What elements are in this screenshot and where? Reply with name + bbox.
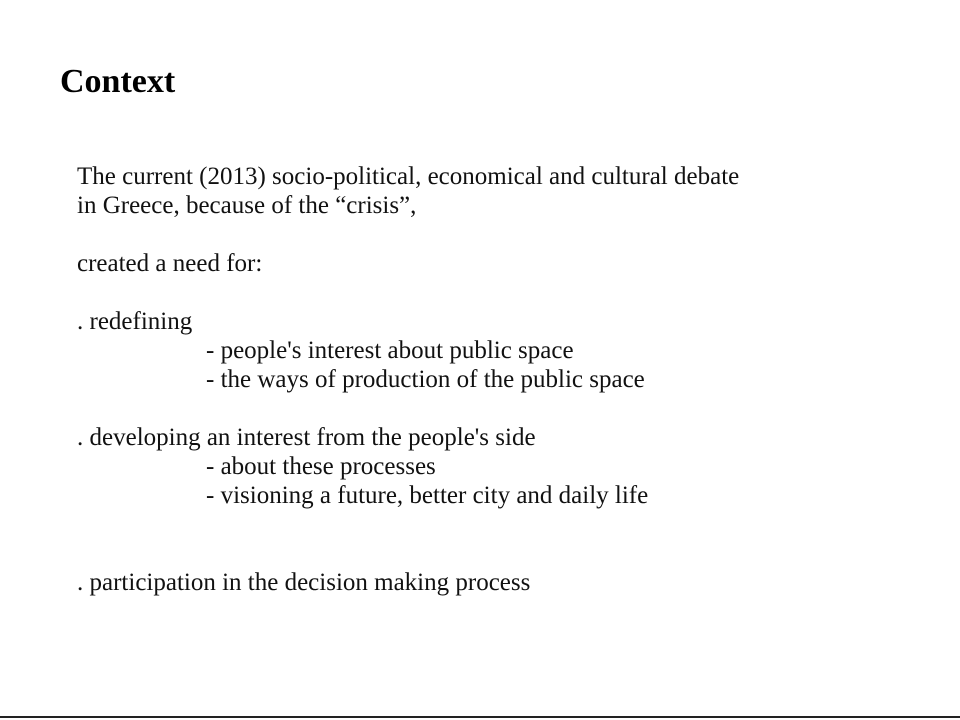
bottom-divider — [0, 716, 960, 718]
spacer — [77, 220, 937, 249]
section-heading-redefining: . redefining — [77, 308, 193, 335]
section-item: - people's interest about public space — [206, 337, 574, 364]
section-heading-participation: . participation in the decision making process — [77, 569, 531, 596]
spacer — [77, 394, 937, 423]
spacer — [77, 510, 937, 539]
spacer — [77, 278, 937, 307]
intro-line: The current (2013) socio-political, economical and cultural debate — [77, 163, 740, 190]
section-item: - about these processes — [206, 453, 436, 480]
section-item: - the ways of production of the public space — [206, 366, 645, 393]
slide-body — [77, 162, 937, 597]
section-item: - visioning a future, better city and daily life — [206, 482, 649, 509]
spacer — [77, 539, 937, 568]
need-line: created a need for: — [77, 250, 263, 277]
intro-line: in Greece, because of the “crisis”, — [77, 192, 417, 219]
section-heading-developing: . developing an interest from the people's side — [77, 424, 536, 451]
slide-title: Context — [60, 63, 176, 100]
